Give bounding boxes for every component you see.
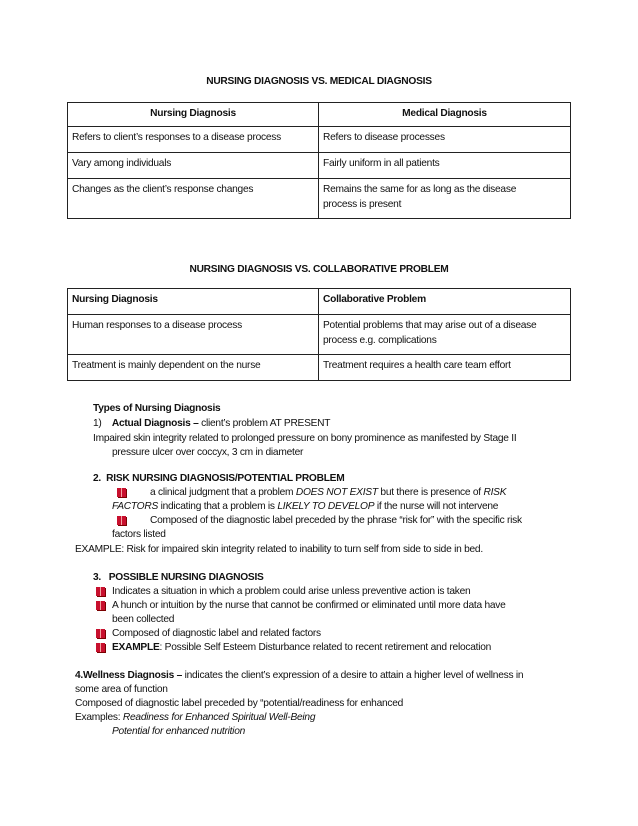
table-cell: [319, 179, 571, 219]
cell-line: Potential problems that may arise out of a disease: [323, 320, 537, 331]
wellness-line-2: some area of function: [75, 684, 168, 695]
table-header-cell: Nursing Diagnosis: [68, 103, 319, 127]
table-row: [68, 127, 571, 153]
table-row: [68, 355, 571, 381]
table-nursing-vs-medical: [67, 102, 571, 219]
heading-nursing-vs-collaborative: NURSING DIAGNOSIS VS. COLLABORATIVE PROBLEM: [189, 264, 449, 275]
table-cell: Fairly uniform in all patients: [319, 153, 571, 179]
list-number: 1): [93, 418, 102, 429]
possible-bullet-2-cont: been collected: [112, 614, 175, 625]
table-row: [68, 179, 571, 219]
risk-heading: [93, 472, 344, 487]
text-run: RISK: [483, 487, 507, 498]
table-cell: Treatment is mainly dependent on the nurse: [68, 355, 319, 381]
risk-bullet-2: Composed of the diagnostic label preceded by the phrase “risk for” with the specific risk: [150, 515, 522, 526]
table-header-row: [68, 289, 571, 315]
risk-example: EXAMPLE: Risk for impaired skin integrity related to inability to turn self from side to side in bed.: [75, 544, 483, 555]
actual-diagnosis-line: [93, 417, 330, 432]
table-header-cell: Nursing Diagnosis: [68, 289, 319, 315]
actual-desc-2: pressure ulcer over coccyx, 3 cm in diameter: [112, 447, 304, 458]
text-run: FACTORS: [112, 501, 158, 512]
table-cell: Changes as the client’s response changes: [68, 179, 319, 219]
possible-title: POSSIBLE NURSING DIAGNOSIS: [108, 572, 264, 583]
table-header-row: [68, 103, 571, 127]
red-flag-bullet-icon: [117, 488, 126, 497]
table-cell: Vary among individuals: [68, 153, 319, 179]
possible-bullet-2: A hunch or intuition by the nurse that cannot be confirmed or eliminated until more data have: [112, 600, 506, 611]
table-nursing-vs-collaborative: [67, 288, 571, 381]
table-cell: Human responses to a disease process: [68, 315, 319, 355]
example-1: Readiness for Enhanced Spiritual Well-Being: [122, 712, 316, 723]
possible-bullet-3: Composed of diagnostic label and related factors: [112, 628, 321, 639]
table-cell: Treatment requires a health care team effort: [319, 355, 571, 381]
table-row: [68, 315, 571, 355]
wellness-line-1: [75, 669, 523, 684]
heading-nursing-vs-medical: NURSING DIAGNOSIS VS. MEDICAL DIAGNOSIS: [206, 76, 432, 87]
wellness-examples: [75, 711, 315, 726]
actual-title: Actual Diagnosis –: [111, 418, 199, 429]
text-run: indicating that a problem is: [157, 501, 278, 512]
red-flag-bullet-icon: [96, 629, 105, 638]
table-row: [68, 153, 571, 179]
risk-bullet-1-cont: [112, 500, 498, 515]
red-flag-bullet-icon: [96, 587, 105, 596]
text-run: : Possible Self Esteem Disturbance related to recent retirement and relocation: [159, 642, 492, 653]
cell-line: process is present: [323, 199, 402, 210]
text-run: but there is presence of: [377, 487, 484, 498]
possible-bullet-4: [112, 641, 491, 656]
list-number: 2.: [93, 473, 101, 484]
risk-title: RISK NURSING DIAGNOSIS/POTENTIAL PROBLEM: [106, 473, 345, 484]
risk-bullet-2-cont: factors listed: [112, 529, 166, 540]
wellness-title: 4.Wellness Diagnosis –: [75, 670, 182, 681]
text-run: DOES NOT EXIST: [295, 487, 378, 498]
table-cell: Refers to disease processes: [319, 127, 571, 153]
table-cell: Refers to client’s responses to a disease process: [68, 127, 319, 153]
possible-heading: [93, 571, 264, 586]
risk-bullet-1: [150, 486, 506, 501]
cell-line: process e.g. complications: [323, 335, 437, 346]
example-2: Potential for enhanced nutrition: [112, 726, 246, 737]
red-flag-bullet-icon: [96, 643, 105, 652]
cell-line: Remains the same for as long as the disease: [323, 184, 517, 195]
examples-label: Examples:: [75, 712, 123, 723]
table-header-cell: Collaborative Problem: [319, 289, 571, 315]
actual-desc-1: Impaired skin integrity related to prolonged pressure on bony prominence as manifested by Stage II: [93, 433, 517, 444]
text-run: LIKELY TO DEVELOP: [277, 501, 375, 512]
types-title: Types of Nursing Diagnosis: [93, 403, 221, 414]
table-cell: [319, 315, 571, 355]
red-flag-bullet-icon: [117, 516, 126, 525]
possible-bullet-1: Indicates a situation in which a problem could arise unless preventive action is taken: [112, 586, 471, 597]
text-run: indicates the client’s expression of a desire to attain a higher level of wellness in: [182, 670, 524, 681]
list-number: 3.: [93, 572, 101, 583]
text-run: a clinical judgment that a problem: [150, 487, 296, 498]
actual-text: client’s problem AT PRESENT: [198, 418, 331, 429]
example-label: EXAMPLE: [112, 642, 160, 653]
text-run: if the nurse will not intervene: [374, 501, 499, 512]
table-header-cell: Medical Diagnosis: [319, 103, 571, 127]
red-flag-bullet-icon: [96, 601, 105, 610]
wellness-line-3: Composed of diagnostic label preceded by “potential/readiness for enhanced: [75, 698, 404, 709]
